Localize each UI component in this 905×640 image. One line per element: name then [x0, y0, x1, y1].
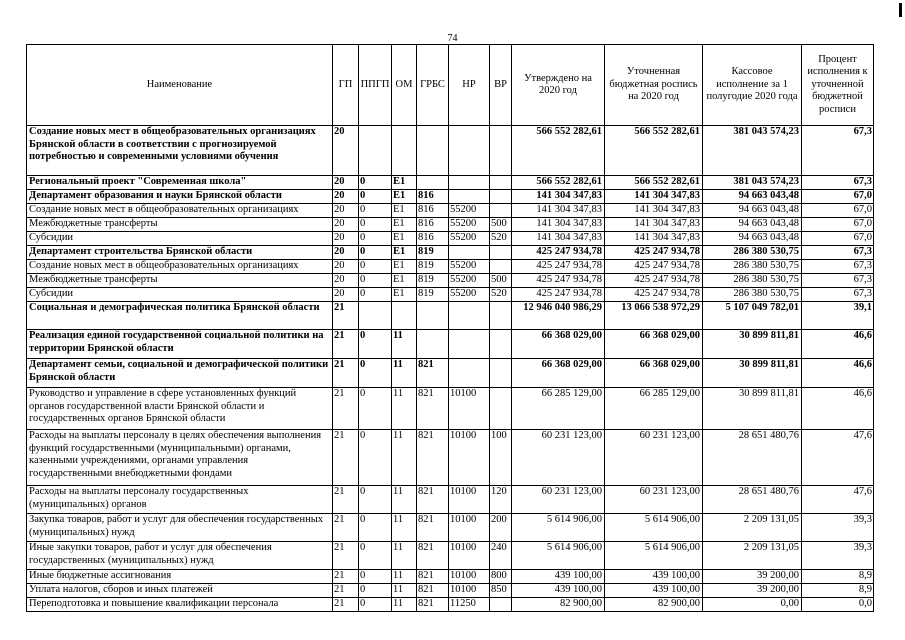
cell-approved: 66 368 029,00 [512, 330, 605, 359]
cell-name: Руководство и управление в сфере установленных функций органов государственной власти Брянской области и государственных органов Брянской области [27, 388, 333, 430]
cell-ppgp: 0 [359, 598, 392, 612]
cell-vr: 800 [490, 570, 512, 584]
cell-vr: 240 [490, 542, 512, 570]
cell-cash: 30 899 811,81 [703, 330, 802, 359]
cell-om: 11 [392, 570, 417, 584]
budget-table [26, 44, 874, 612]
cell-cash: 286 380 530,75 [703, 246, 802, 260]
cell-name: Переподготовка и повышение квалификации персонала [27, 598, 333, 612]
cell-ppgp: 0 [359, 190, 392, 204]
cell-vr: 520 [490, 232, 512, 246]
cell-gp: 21 [333, 584, 359, 598]
cell-name: Создание новых мест в общеобразовательных организациях [27, 260, 333, 274]
cell-om [392, 126, 417, 176]
table-row [27, 274, 874, 288]
cell-vr [490, 126, 512, 176]
cell-grbs: 821 [417, 598, 449, 612]
cell-name: Закупка товаров, работ и услуг для обеспечения государственных (муниципальных) нужд [27, 514, 333, 542]
cell-gp: 21 [333, 598, 359, 612]
cell-om: Е1 [392, 274, 417, 288]
cell-percent: 8,9 [802, 570, 874, 584]
cell-gp: 21 [333, 302, 359, 330]
col-header-name: Наименование [27, 45, 333, 126]
cell-nr: 55200 [449, 260, 490, 274]
cell-om: 11 [392, 330, 417, 359]
cell-grbs: 816 [417, 218, 449, 232]
cell-name: Иные закупки товаров, работ и услуг для обеспечения государственных (муниципальных) нужд [27, 542, 333, 570]
cell-om: 11 [392, 359, 417, 388]
cell-ppgp: 0 [359, 204, 392, 218]
cell-om: Е1 [392, 232, 417, 246]
cell-gp: 21 [333, 430, 359, 486]
cell-name: Расходы на выплаты персоналу государственных (муниципальных) органов [27, 486, 333, 514]
page-edge-mark [899, 3, 902, 17]
table-row [27, 260, 874, 274]
cell-gp: 21 [333, 514, 359, 542]
cell-name: Департамент семьи, социальной и демографической политики Брянской области [27, 359, 333, 388]
cell-vr: 850 [490, 584, 512, 598]
cell-approved: 439 100,00 [512, 570, 605, 584]
cell-gp: 20 [333, 176, 359, 190]
cell-nr [449, 190, 490, 204]
cell-percent: 39,3 [802, 542, 874, 570]
cell-percent: 0,0 [802, 598, 874, 612]
cell-revised: 66 368 029,00 [605, 330, 703, 359]
col-header-percent: Процент исполнения к уточненной бюджетной росписи [802, 45, 874, 126]
cell-revised: 439 100,00 [605, 584, 703, 598]
cell-nr: 11250 [449, 598, 490, 612]
cell-name: Региональный проект "Современная школа" [27, 176, 333, 190]
cell-om: Е1 [392, 246, 417, 260]
table-row [27, 486, 874, 514]
cell-gp: 21 [333, 388, 359, 430]
cell-vr: 120 [490, 486, 512, 514]
cell-grbs: 816 [417, 190, 449, 204]
cell-ppgp: 0 [359, 330, 392, 359]
cell-percent: 8,9 [802, 584, 874, 598]
cell-nr [449, 302, 490, 330]
cell-revised: 66 368 029,00 [605, 359, 703, 388]
cell-om: Е1 [392, 204, 417, 218]
cell-name: Уплата налогов, сборов и иных платежей [27, 584, 333, 598]
cell-revised: 425 247 934,78 [605, 246, 703, 260]
header-row [27, 45, 874, 126]
cell-om: 11 [392, 388, 417, 430]
cell-gp: 20 [333, 274, 359, 288]
page-number: 74 [447, 33, 458, 44]
cell-om: 11 [392, 486, 417, 514]
table-row [27, 218, 874, 232]
cell-om: Е1 [392, 260, 417, 274]
cell-percent: 46,6 [802, 388, 874, 430]
col-header-cash: Кассовое исполнение за 1 полугодие 2020 года [703, 45, 802, 126]
cell-revised: 5 614 906,00 [605, 514, 703, 542]
cell-revised: 66 285 129,00 [605, 388, 703, 430]
cell-percent: 67,3 [802, 246, 874, 260]
cell-gp: 21 [333, 359, 359, 388]
cell-gp: 20 [333, 232, 359, 246]
cell-gp: 20 [333, 288, 359, 302]
cell-grbs: 819 [417, 288, 449, 302]
cell-grbs: 816 [417, 204, 449, 218]
cell-grbs: 821 [417, 542, 449, 570]
cell-name: Субсидии [27, 232, 333, 246]
cell-approved: 141 304 347,83 [512, 190, 605, 204]
cell-revised: 13 066 538 972,29 [605, 302, 703, 330]
cell-nr [449, 176, 490, 190]
cell-percent: 67,0 [802, 190, 874, 204]
cell-cash: 2 209 131,05 [703, 514, 802, 542]
cell-name: Межбюджетные трансферты [27, 218, 333, 232]
col-header-revised: Уточненная бюджетная роспись на 2020 год [605, 45, 703, 126]
cell-grbs: 821 [417, 430, 449, 486]
cell-om: 11 [392, 514, 417, 542]
cell-ppgp: 0 [359, 542, 392, 570]
cell-percent: 46,6 [802, 330, 874, 359]
cell-grbs: 821 [417, 584, 449, 598]
cell-cash: 2 209 131,05 [703, 542, 802, 570]
cell-name: Департамент образования и науки Брянской области [27, 190, 333, 204]
cell-approved: 60 231 123,00 [512, 430, 605, 486]
cell-revised: 141 304 347,83 [605, 218, 703, 232]
cell-om: 11 [392, 584, 417, 598]
cell-percent: 67,3 [802, 288, 874, 302]
cell-name: Реализация единой государственной социальной политики на территории Брянской области [27, 330, 333, 359]
cell-om: Е1 [392, 190, 417, 204]
cell-vr: 500 [490, 218, 512, 232]
cell-vr [490, 388, 512, 430]
cell-vr [490, 598, 512, 612]
cell-name: Иные бюджетные ассигнования [27, 570, 333, 584]
cell-om: Е1 [392, 176, 417, 190]
table-row [27, 302, 874, 330]
cell-vr [490, 246, 512, 260]
cell-ppgp: 0 [359, 260, 392, 274]
cell-approved: 141 304 347,83 [512, 204, 605, 218]
table-row [27, 190, 874, 204]
cell-gp: 20 [333, 204, 359, 218]
col-header-gp: ГП [333, 45, 359, 126]
col-header-approved: Утверждено на 2020 год [512, 45, 605, 126]
col-header-om: ОМ [392, 45, 417, 126]
cell-vr: 200 [490, 514, 512, 542]
cell-approved: 5 614 906,00 [512, 542, 605, 570]
cell-cash: 94 663 043,48 [703, 204, 802, 218]
cell-vr: 100 [490, 430, 512, 486]
cell-approved: 12 946 040 986,29 [512, 302, 605, 330]
cell-approved: 141 304 347,83 [512, 232, 605, 246]
cell-vr [490, 359, 512, 388]
cell-nr: 55200 [449, 274, 490, 288]
cell-vr [490, 176, 512, 190]
cell-percent: 67,3 [802, 176, 874, 190]
table-row [27, 570, 874, 584]
cell-revised: 425 247 934,78 [605, 260, 703, 274]
cell-revised: 60 231 123,00 [605, 430, 703, 486]
cell-gp: 21 [333, 542, 359, 570]
cell-approved: 141 304 347,83 [512, 218, 605, 232]
cell-gp: 20 [333, 126, 359, 176]
table-row [27, 514, 874, 542]
cell-percent: 67,3 [802, 126, 874, 176]
cell-gp: 21 [333, 570, 359, 584]
cell-om [392, 302, 417, 330]
cell-grbs [417, 330, 449, 359]
cell-revised: 425 247 934,78 [605, 288, 703, 302]
cell-grbs: 821 [417, 570, 449, 584]
cell-grbs: 821 [417, 486, 449, 514]
cell-nr: 55200 [449, 288, 490, 302]
cell-percent: 67,0 [802, 232, 874, 246]
cell-cash: 5 107 049 782,01 [703, 302, 802, 330]
cell-grbs: 819 [417, 260, 449, 274]
cell-percent: 67,0 [802, 204, 874, 218]
cell-revised: 439 100,00 [605, 570, 703, 584]
cell-ppgp: 0 [359, 232, 392, 246]
cell-nr [449, 359, 490, 388]
cell-percent: 67,0 [802, 218, 874, 232]
cell-percent: 67,3 [802, 260, 874, 274]
cell-approved: 425 247 934,78 [512, 288, 605, 302]
cell-name: Социальная и демографическая политика Брянской области [27, 302, 333, 330]
table-row [27, 584, 874, 598]
cell-vr [490, 302, 512, 330]
cell-cash: 286 380 530,75 [703, 274, 802, 288]
cell-nr: 10100 [449, 486, 490, 514]
cell-revised: 141 304 347,83 [605, 232, 703, 246]
cell-vr [490, 330, 512, 359]
cell-grbs: 819 [417, 274, 449, 288]
cell-cash: 30 899 811,81 [703, 388, 802, 430]
cell-grbs: 821 [417, 359, 449, 388]
cell-cash: 94 663 043,48 [703, 232, 802, 246]
cell-gp: 21 [333, 330, 359, 359]
cell-ppgp: 0 [359, 274, 392, 288]
cell-revised: 566 552 282,61 [605, 126, 703, 176]
cell-nr: 10100 [449, 430, 490, 486]
cell-nr [449, 246, 490, 260]
cell-vr [490, 190, 512, 204]
cell-nr: 55200 [449, 204, 490, 218]
table-row [27, 430, 874, 486]
cell-ppgp: 0 [359, 430, 392, 486]
cell-cash: 28 651 480,76 [703, 486, 802, 514]
cell-name: Субсидии [27, 288, 333, 302]
table-row [27, 246, 874, 260]
cell-cash: 381 043 574,23 [703, 176, 802, 190]
cell-revised: 141 304 347,83 [605, 204, 703, 218]
cell-om: 11 [392, 430, 417, 486]
cell-name: Расходы на выплаты персоналу в целях обеспечения выполнения функций государственными (муниципальными) органами, казенными учреждениями, органами управления государственными внебюджетными фондами [27, 430, 333, 486]
cell-name: Межбюджетные трансферты [27, 274, 333, 288]
cell-gp: 20 [333, 246, 359, 260]
cell-ppgp [359, 302, 392, 330]
cell-percent: 67,3 [802, 274, 874, 288]
cell-approved: 425 247 934,78 [512, 260, 605, 274]
cell-name: Создание новых мест в общеобразовательных организациях Брянской области в соответствии с прогнозируемой потребностью и современными условиями обучения [27, 126, 333, 176]
cell-vr: 500 [490, 274, 512, 288]
cell-grbs [417, 176, 449, 190]
cell-approved: 566 552 282,61 [512, 176, 605, 190]
cell-ppgp [359, 126, 392, 176]
cell-cash: 0,00 [703, 598, 802, 612]
cell-approved: 425 247 934,78 [512, 274, 605, 288]
cell-percent: 39,3 [802, 514, 874, 542]
cell-ppgp: 0 [359, 388, 392, 430]
cell-gp: 21 [333, 486, 359, 514]
cell-cash: 286 380 530,75 [703, 288, 802, 302]
cell-percent: 39,1 [802, 302, 874, 330]
cell-om: Е1 [392, 218, 417, 232]
cell-revised: 82 900,00 [605, 598, 703, 612]
cell-nr: 10100 [449, 584, 490, 598]
cell-vr [490, 204, 512, 218]
cell-vr [490, 260, 512, 274]
cell-approved: 82 900,00 [512, 598, 605, 612]
cell-om: 11 [392, 598, 417, 612]
table-row [27, 542, 874, 570]
cell-nr [449, 126, 490, 176]
cell-ppgp: 0 [359, 246, 392, 260]
cell-om: 11 [392, 542, 417, 570]
cell-approved: 425 247 934,78 [512, 246, 605, 260]
cell-grbs [417, 126, 449, 176]
cell-ppgp: 0 [359, 288, 392, 302]
cell-gp: 20 [333, 218, 359, 232]
cell-grbs: 821 [417, 388, 449, 430]
cell-cash: 30 899 811,81 [703, 359, 802, 388]
cell-revised: 566 552 282,61 [605, 176, 703, 190]
cell-nr: 55200 [449, 232, 490, 246]
cell-ppgp: 0 [359, 486, 392, 514]
cell-percent: 46,6 [802, 359, 874, 388]
cell-cash: 286 380 530,75 [703, 260, 802, 274]
table-row [27, 598, 874, 612]
table-row [27, 126, 874, 176]
table-row [27, 388, 874, 430]
cell-nr: 10100 [449, 514, 490, 542]
table-row [27, 359, 874, 388]
cell-revised: 141 304 347,83 [605, 190, 703, 204]
cell-name: Создание новых мест в общеобразовательных организациях [27, 204, 333, 218]
cell-revised: 425 247 934,78 [605, 274, 703, 288]
col-header-ppgp: ППГП [359, 45, 392, 126]
table-row [27, 330, 874, 359]
cell-approved: 60 231 123,00 [512, 486, 605, 514]
cell-revised: 5 614 906,00 [605, 542, 703, 570]
cell-approved: 439 100,00 [512, 584, 605, 598]
cell-grbs: 821 [417, 514, 449, 542]
table-body [27, 126, 874, 612]
cell-ppgp: 0 [359, 359, 392, 388]
cell-cash: 94 663 043,48 [703, 190, 802, 204]
cell-ppgp: 0 [359, 176, 392, 190]
cell-name: Департамент строительства Брянской области [27, 246, 333, 260]
cell-nr: 10100 [449, 542, 490, 570]
cell-approved: 66 368 029,00 [512, 359, 605, 388]
table-row [27, 288, 874, 302]
cell-cash: 94 663 043,48 [703, 218, 802, 232]
cell-ppgp: 0 [359, 218, 392, 232]
cell-gp: 20 [333, 190, 359, 204]
cell-vr: 520 [490, 288, 512, 302]
table-row [27, 232, 874, 246]
cell-cash: 39 200,00 [703, 584, 802, 598]
col-header-grbs: ГРБС [417, 45, 449, 126]
cell-cash: 39 200,00 [703, 570, 802, 584]
cell-nr: 55200 [449, 218, 490, 232]
col-header-nr: НР [449, 45, 490, 126]
cell-gp: 20 [333, 260, 359, 274]
cell-approved: 66 285 129,00 [512, 388, 605, 430]
cell-om: Е1 [392, 288, 417, 302]
cell-approved: 566 552 282,61 [512, 126, 605, 176]
table-row [27, 204, 874, 218]
col-header-vr: ВР [490, 45, 512, 126]
cell-nr [449, 330, 490, 359]
cell-ppgp: 0 [359, 570, 392, 584]
table-row [27, 176, 874, 190]
cell-grbs [417, 302, 449, 330]
cell-grbs: 816 [417, 232, 449, 246]
cell-ppgp: 0 [359, 584, 392, 598]
cell-cash: 28 651 480,76 [703, 430, 802, 486]
cell-approved: 5 614 906,00 [512, 514, 605, 542]
cell-percent: 47,6 [802, 430, 874, 486]
cell-grbs: 819 [417, 246, 449, 260]
cell-nr: 10100 [449, 388, 490, 430]
cell-ppgp: 0 [359, 514, 392, 542]
cell-revised: 60 231 123,00 [605, 486, 703, 514]
cell-cash: 381 043 574,23 [703, 126, 802, 176]
cell-percent: 47,6 [802, 486, 874, 514]
cell-nr: 10100 [449, 570, 490, 584]
